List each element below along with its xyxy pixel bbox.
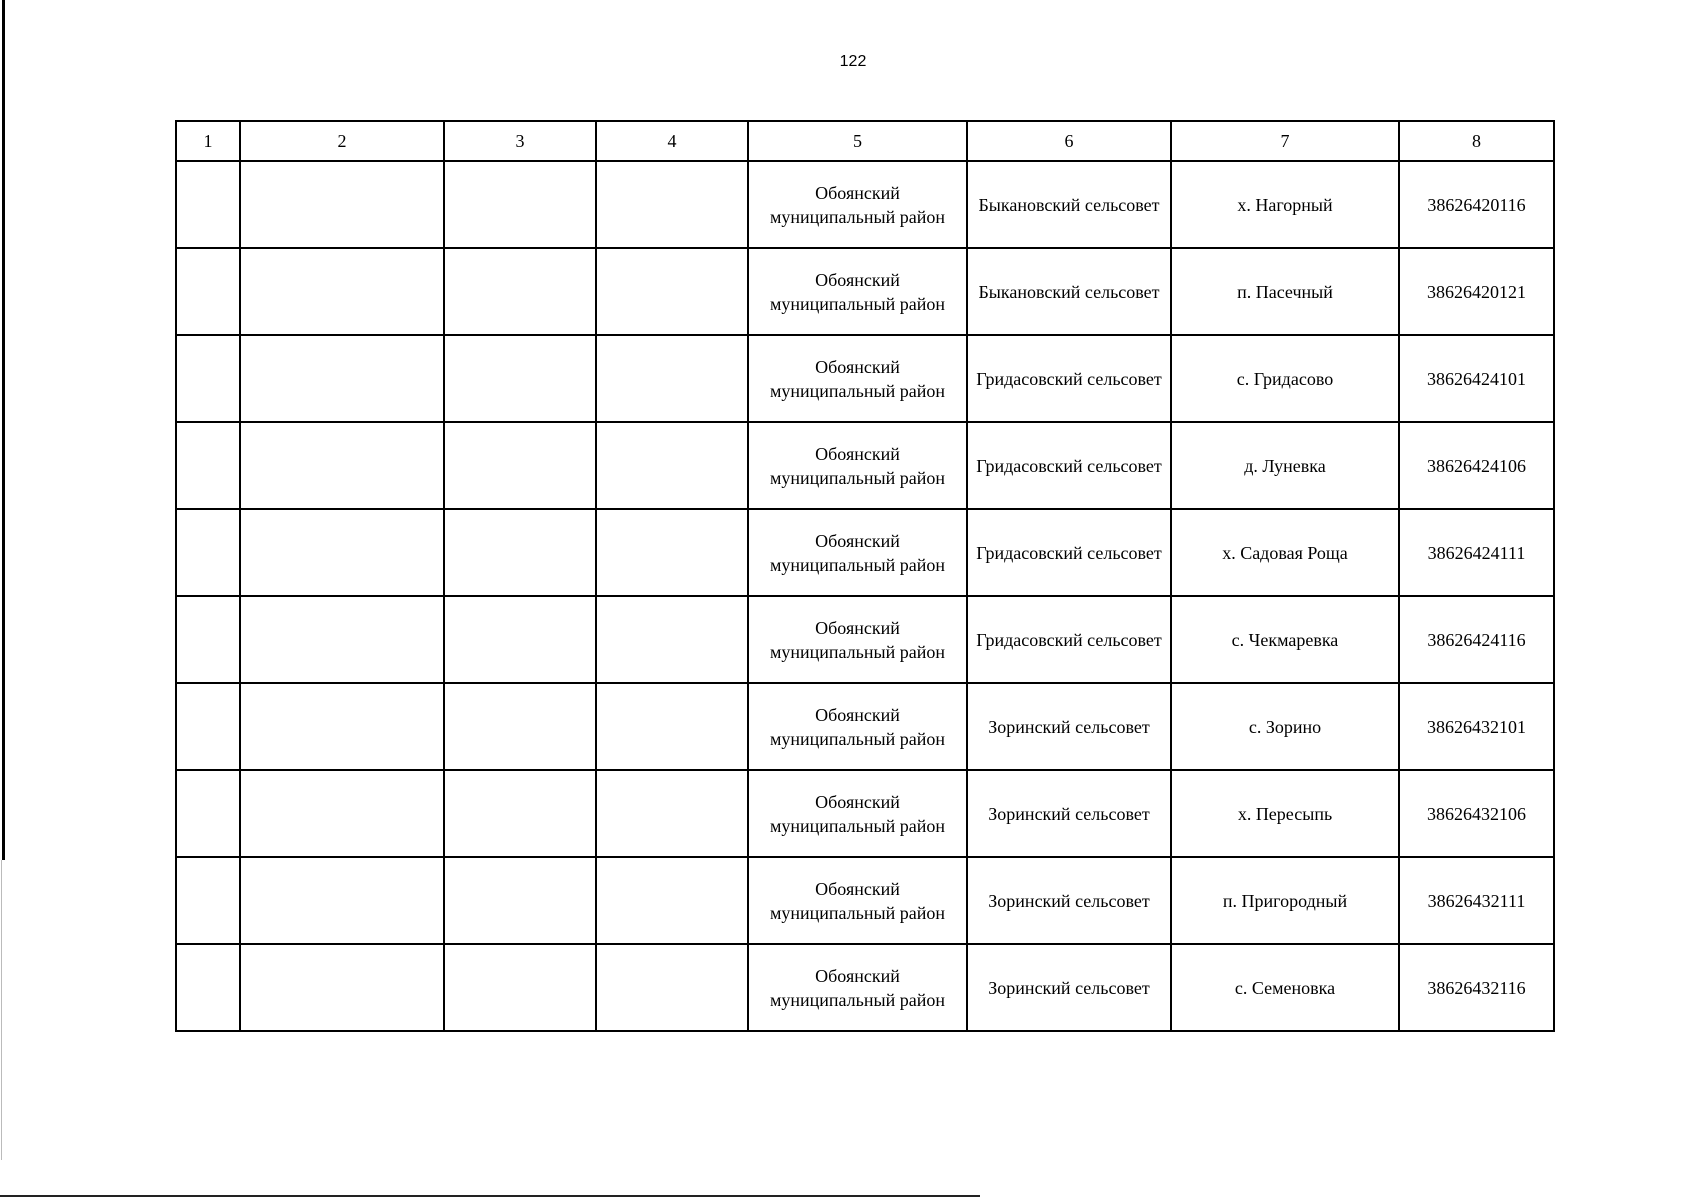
code-cell: 38626432106 [1399, 770, 1554, 857]
settlement-cell: с. Чекмаревка [1171, 596, 1399, 683]
district-cell: Обоянский муниципальный район [748, 944, 967, 1031]
settlements-table [175, 120, 1555, 1032]
council-cell: Гридасовский сельсовет [967, 596, 1171, 683]
empty-cell-col2 [240, 770, 444, 857]
empty-cell-col2 [240, 509, 444, 596]
table-row [176, 770, 1554, 857]
district-cell: Обоянский муниципальный район [748, 509, 967, 596]
code-cell: 38626432111 [1399, 857, 1554, 944]
empty-cell-col3 [444, 857, 596, 944]
table-row [176, 596, 1554, 683]
empty-cell-col4 [596, 161, 748, 248]
district-cell: Обоянский муниципальный район [748, 683, 967, 770]
empty-cell-col2 [240, 335, 444, 422]
code-cell: 38626420116 [1399, 161, 1554, 248]
empty-cell-col4 [596, 596, 748, 683]
district-cell: Обоянский муниципальный район [748, 770, 967, 857]
empty-cell-col3 [444, 161, 596, 248]
table-row [176, 944, 1554, 1031]
empty-cell-col1 [176, 770, 240, 857]
empty-cell-col3 [444, 335, 596, 422]
empty-cell-col2 [240, 944, 444, 1031]
council-cell: Зоринский сельсовет [967, 944, 1171, 1031]
empty-cell-col2 [240, 248, 444, 335]
column-number-cell: 1 [176, 121, 240, 161]
empty-cell-col3 [444, 944, 596, 1031]
empty-cell-col1 [176, 248, 240, 335]
code-cell: 38626424111 [1399, 509, 1554, 596]
empty-cell-col4 [596, 509, 748, 596]
empty-cell-col3 [444, 248, 596, 335]
settlement-cell: с. Гридасово [1171, 335, 1399, 422]
empty-cell-col4 [596, 944, 748, 1031]
column-number-cell: 3 [444, 121, 596, 161]
settlement-cell: х. Пересыпь [1171, 770, 1399, 857]
council-cell: Зоринский сельсовет [967, 683, 1171, 770]
council-cell: Гридасовский сельсовет [967, 422, 1171, 509]
empty-cell-col3 [444, 509, 596, 596]
district-cell: Обоянский муниципальный район [748, 161, 967, 248]
table-row [176, 683, 1554, 770]
district-cell: Обоянский муниципальный район [748, 857, 967, 944]
scan-left-edge-faint [1, 860, 2, 1160]
empty-cell-col4 [596, 857, 748, 944]
council-cell: Гридасовский сельсовет [967, 335, 1171, 422]
empty-cell-col1 [176, 857, 240, 944]
code-cell: 38626432101 [1399, 683, 1554, 770]
empty-cell-col4 [596, 683, 748, 770]
council-cell: Зоринский сельсовет [967, 770, 1171, 857]
scan-bottom-line [0, 1195, 980, 1197]
district-cell: Обоянский муниципальный район [748, 596, 967, 683]
code-cell: 38626432116 [1399, 944, 1554, 1031]
settlement-cell: п. Пригородный [1171, 857, 1399, 944]
column-number-cell: 5 [748, 121, 967, 161]
code-cell: 38626420121 [1399, 248, 1554, 335]
empty-cell-col3 [444, 770, 596, 857]
page-number: 122 [839, 53, 867, 70]
table-row [176, 161, 1554, 248]
empty-cell-col1 [176, 422, 240, 509]
settlement-cell: с. Зорино [1171, 683, 1399, 770]
code-cell: 38626424101 [1399, 335, 1554, 422]
column-number-cell: 2 [240, 121, 444, 161]
column-number-cell: 7 [1171, 121, 1399, 161]
settlement-cell: с. Семеновка [1171, 944, 1399, 1031]
empty-cell-col3 [444, 596, 596, 683]
empty-cell-col1 [176, 335, 240, 422]
empty-cell-col3 [444, 422, 596, 509]
empty-cell-col2 [240, 422, 444, 509]
council-cell: Зоринский сельсовет [967, 857, 1171, 944]
column-number-header-row [176, 121, 1554, 161]
council-cell: Гридасовский сельсовет [967, 509, 1171, 596]
empty-cell-col2 [240, 161, 444, 248]
district-cell: Обоянский муниципальный район [748, 248, 967, 335]
settlement-cell: д. Луневка [1171, 422, 1399, 509]
council-cell: Быкановский сельсовет [967, 248, 1171, 335]
table-row [176, 422, 1554, 509]
empty-cell-col1 [176, 161, 240, 248]
table-row [176, 509, 1554, 596]
scan-left-edge [2, 0, 5, 860]
settlement-cell: п. Пасечный [1171, 248, 1399, 335]
empty-cell-col4 [596, 335, 748, 422]
table-row [176, 335, 1554, 422]
settlement-cell: х. Садовая Роща [1171, 509, 1399, 596]
table-row [176, 248, 1554, 335]
empty-cell-col2 [240, 683, 444, 770]
empty-cell-col1 [176, 683, 240, 770]
column-number-cell: 4 [596, 121, 748, 161]
empty-cell-col4 [596, 770, 748, 857]
empty-cell-col1 [176, 596, 240, 683]
empty-cell-col1 [176, 944, 240, 1031]
table-row [176, 857, 1554, 944]
empty-cell-col4 [596, 422, 748, 509]
code-cell: 38626424116 [1399, 596, 1554, 683]
empty-cell-col4 [596, 248, 748, 335]
column-number-cell: 6 [967, 121, 1171, 161]
code-cell: 38626424106 [1399, 422, 1554, 509]
table-body [176, 121, 1554, 1031]
empty-cell-col3 [444, 683, 596, 770]
district-cell: Обоянский муниципальный район [748, 422, 967, 509]
empty-cell-col1 [176, 509, 240, 596]
district-cell: Обоянский муниципальный район [748, 335, 967, 422]
settlement-cell: х. Нагорный [1171, 161, 1399, 248]
empty-cell-col2 [240, 857, 444, 944]
empty-cell-col2 [240, 596, 444, 683]
council-cell: Быкановский сельсовет [967, 161, 1171, 248]
column-number-cell: 8 [1399, 121, 1554, 161]
